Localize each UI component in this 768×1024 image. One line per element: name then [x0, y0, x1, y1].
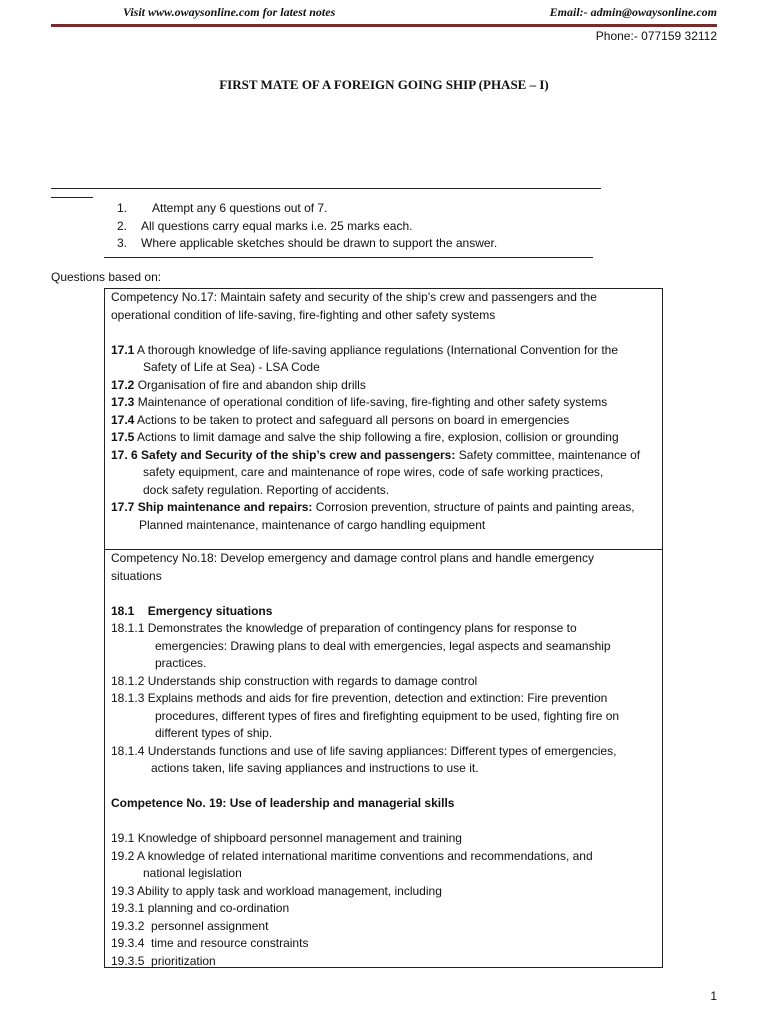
section-18-1-heading: 18.1 Emergency situations [111, 603, 273, 618]
instruction-text: Where applicable sketches should be drawn to support the answer. [141, 236, 498, 250]
item-text: Actions to be taken to protect and safeguard all persons on board in emergencies [137, 412, 570, 427]
item-19-2-cont: national legislation [143, 866, 242, 880]
item-17-4 [111, 412, 658, 430]
competency-18-box [104, 549, 663, 968]
spacer [111, 585, 658, 603]
item-18-1-3: 18.1.3 Explains methods and aids for fire prevention, detection and extinction: Fire prevention [111, 691, 608, 705]
item-17-5 [111, 429, 658, 447]
item-18-1-1: 18.1.1 Demonstrates the knowledge of preparation of contingency plans for response to [111, 621, 577, 635]
page-number: 1 [710, 989, 717, 1003]
divider-short [51, 197, 93, 198]
competency-19-heading: Competence No. 19: Use of leadership and managerial skills [111, 796, 455, 810]
item-heading: 17.7 Ship maintenance and repairs: [111, 500, 313, 514]
item-19-3-5: 19.3.5 prioritization [111, 953, 216, 968]
item-18-1-1-cont: practices. [155, 656, 207, 670]
item-number: 17.2 [111, 377, 135, 392]
instructions-list [117, 200, 497, 253]
item-heading: 17. 6 Safety and Security of the ship’s crew and passengers: [111, 447, 456, 462]
item-number: 17.4 [111, 412, 135, 427]
competency-18-heading-cont: situations [111, 568, 162, 583]
item-17-6-cont: dock safety regulation. Reporting of accidents. [143, 482, 390, 497]
item-text: Organisation of fire and abandon ship drills [137, 377, 366, 392]
competency-17-heading: Competency No.17: Maintain safety and security of the ship's crew and passengers and the [111, 290, 597, 304]
item-text: Corrosion prevention, structure of paints and painting areas, [315, 500, 635, 514]
item-18-1-2: 18.1.2 Understands ship construction with regards to damage control [111, 673, 478, 688]
spacer [111, 778, 658, 796]
item-19-3-4: 19.3.4 time and resource constraints [111, 936, 309, 950]
divider-top [51, 188, 601, 189]
spacer [111, 813, 658, 831]
competency-17-heading-cont: operational condition of life-saving, fire-fighting and other safety systems [111, 307, 496, 322]
item-19-3: 19.3 Ability to apply task and workload management, including [111, 883, 442, 898]
item-18-1-4-cont: actions taken, life saving appliances and instructions to use it. [151, 761, 479, 775]
item-number: 17.5 [111, 430, 135, 444]
item-17-1-cont: Safety of Life at Sea) - LSA Code [143, 360, 320, 374]
item-19-1: 19.1 Knowledge of shipboard personnel management and training [111, 831, 462, 845]
instruction-text: Attempt any 6 questions out of 7. [152, 201, 328, 215]
instruction-number: 2. [117, 218, 128, 233]
item-text: Safety committee, maintenance of [458, 447, 641, 462]
item-number: 17.1 [111, 342, 135, 357]
instruction-item [117, 200, 497, 218]
instruction-number: 3. [117, 236, 128, 250]
instruction-text: All questions carry equal marks i.e. 25 marks each. [141, 218, 413, 233]
item-18-1-3-cont: procedures, different types of fires and firefighting equipment to be used, fighting fire on [155, 708, 620, 723]
questions-based-label: Questions based on: [51, 270, 162, 284]
item-18-1-3-cont: different types of ship. [155, 726, 273, 740]
instruction-item [117, 235, 497, 253]
header-phone: Phone:- 077159 32112 [595, 29, 717, 43]
instruction-item [117, 218, 497, 236]
item-19-3-2: 19.3.2 personnel assignment [111, 918, 269, 933]
item-17-7 [111, 499, 658, 517]
item-17-3 [111, 394, 658, 412]
header-website[interactable]: Visit www.owaysonline.com for latest notes [123, 5, 336, 19]
item-18-1-4: 18.1.4 Understands functions and use of life saving appliances: Different types of emergencies, [111, 743, 617, 758]
item-17-1 [111, 342, 658, 360]
item-19-2: 19.2 A knowledge of related international maritime conventions and recommendations, and [111, 848, 593, 863]
item-number: 17.3 [111, 395, 135, 409]
item-17-2 [111, 377, 658, 395]
item-text: Actions to limit damage and salve the ship following a fire, explosion, collision or grounding [137, 430, 619, 444]
page-title: FIRST MATE OF A FOREIGN GOING SHIP (PHASE – I) [219, 77, 549, 92]
item-19-3-1: 19.3.1 planning and co-ordination [111, 901, 290, 915]
item-text: Maintenance of operational condition of life-saving, fire-fighting and other safety systems [137, 395, 608, 409]
instruction-number: 1. [117, 201, 128, 215]
header-email[interactable]: Email:- admin@owaysonline.com [549, 5, 717, 19]
header-rule [51, 24, 717, 27]
item-17-6-cont: safety equipment, care and maintenance of rope wires, code of safe working practices, [143, 465, 604, 479]
competency-17-box [104, 288, 663, 550]
competency-18-heading: Competency No.18: Develop emergency and damage control plans and handle emergency [111, 551, 594, 565]
divider-bottom [104, 257, 593, 258]
item-text: A thorough knowledge of life-saving appliance regulations (International Convention for the [137, 342, 619, 357]
spacer [111, 324, 658, 342]
item-17-7-cont: Planned maintenance, maintenance of cargo handling equipment [139, 517, 486, 532]
item-18-1-1-cont: emergencies: Drawing plans to deal with emergencies, legal aspects and seamanship [155, 638, 611, 653]
item-17-6 [111, 447, 658, 465]
